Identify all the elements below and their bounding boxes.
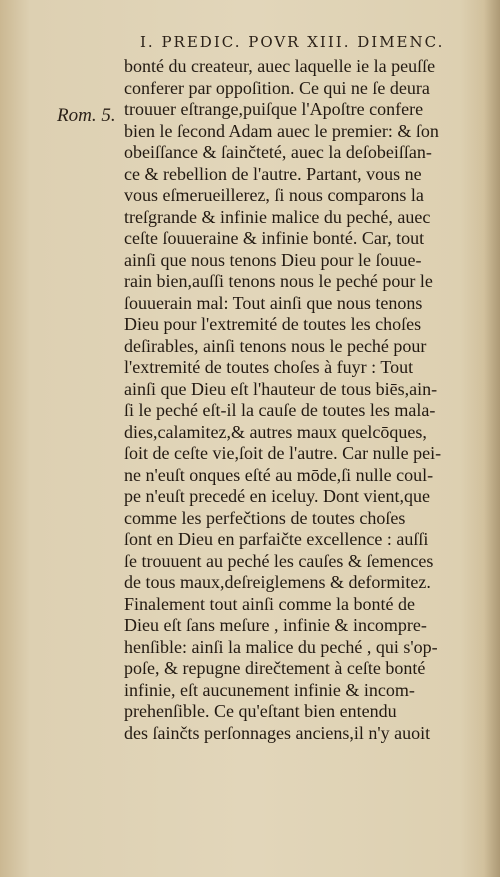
text-line: conferer par oppoſition. Ce qui ne ſe deura (124, 77, 430, 98)
text-line: ſe trouuent au peché les cauſes & ſemences (124, 550, 434, 571)
text-line: pe n'euſt precedé en iceluy. Dont vient,que (124, 486, 430, 506)
body-text (124, 56, 486, 744)
text-line: bien le ſecond Adam auec le premier: & ſon (124, 120, 439, 141)
text-line: poſe, & repugne direčtement à ceſte bonté (124, 658, 426, 678)
text-line: ce & rebellion de l'autre. Partant, vous ne (124, 163, 422, 184)
text-line: Finalement tout ainſi comme la bonté de (124, 593, 415, 614)
text-line: bonté du createur, auec laquelle ie la peuſſe (124, 56, 436, 76)
text-line: ne n'euſt onques eſté au mōde,ſi nulle coul- (124, 464, 434, 485)
text-line: ſont en Dieu en parfaičte excellence : auſſi (124, 529, 429, 549)
page-edge-shadow (484, 0, 500, 877)
running-header: I. PREDIC. POVR XIII. DIMENC. (140, 33, 445, 51)
text-line: Dieu eſt ſans meſure , infinie & incompre- (124, 615, 427, 635)
text-line: prehenſible. Ce qu'eſtant bien entendu (124, 701, 397, 721)
text-line: ſi le peché eſt-il la cauſe de toutes les mala- (124, 400, 436, 420)
text-line: ainſi que nous tenons Dieu pour le ſouue- (124, 249, 422, 270)
text-line: rain bien,auſſi tenons nous le peché pour le (124, 271, 433, 291)
text-line: deſirables, ainſi tenons nous le peché pour (124, 335, 427, 356)
text-line: ſouuerain mal: Tout ainſi que nous tenons (124, 292, 423, 313)
text-line: infinie, eſt aucunement infinie & incom- (124, 679, 415, 700)
text-line: treſgrande & infinie malice du peché, auec (124, 206, 431, 227)
text-line: vous eſmerueillerez, ſi nous comparons la (124, 185, 424, 205)
text-line: ainſi que Dieu eſt l'hauteur de tous biēs,ain- (124, 378, 438, 399)
text-line: ceſte ſouueraine & infinie bonté. Car, tout (124, 228, 425, 248)
text-line: de tous maux,deſreiglemens & deformitez. (124, 572, 431, 592)
text-line: dies,calamitez,& autres maux quelcōques, (124, 421, 427, 442)
text-line: ſoit de ceſte vie,ſoit de l'autre. Car nulle pei- (124, 443, 442, 463)
text-line: trouuer eſtrange,puiſque l'Apoſtre confere (124, 99, 424, 119)
text-line: des ſainčts perſonnages anciens,il n'y auoit (124, 722, 431, 743)
text-line: comme les perfečtions de toutes choſes (124, 507, 406, 528)
text-line: henſible: ainſi la malice du peché , qui s'op- (124, 636, 438, 657)
text-line: Dieu pour l'extremité de toutes les choſes (124, 314, 422, 334)
text-line: l'extremité de toutes choſes à fuyr : Tout (124, 357, 414, 377)
margin-reference: Rom. 5. (57, 105, 116, 126)
text-line: obeiſſance & ſainčteté, auec la deſobeiſſan- (124, 142, 432, 162)
